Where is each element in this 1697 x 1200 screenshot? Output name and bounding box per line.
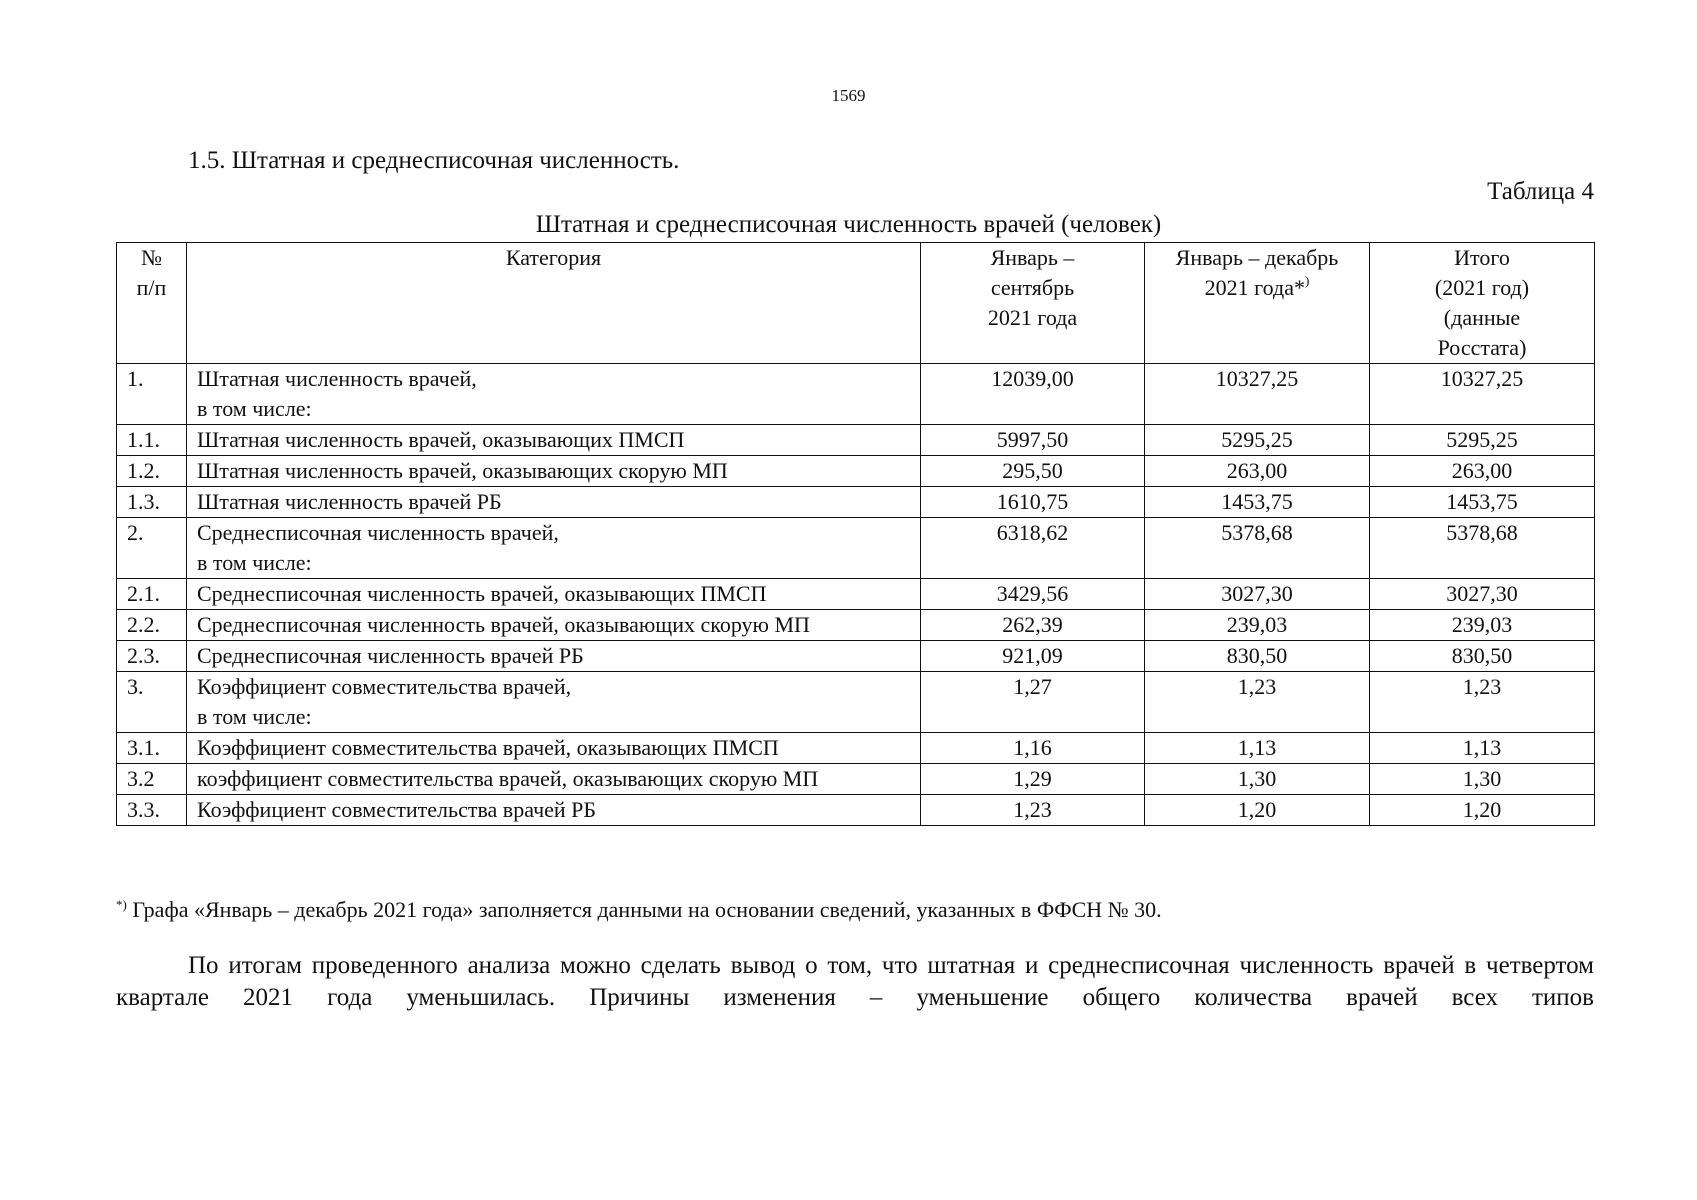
row-category-line: Коэффициент совместительства врачей РБ <box>197 797 597 822</box>
row-category-line: Коэффициент совместительства врачей, оказывающих ПМСП <box>197 735 779 760</box>
header-total <box>1370 243 1595 364</box>
row-value-jan-sep: 1610,75 <box>921 487 1145 518</box>
header-total-line: (данные <box>1443 305 1521 330</box>
row-category <box>187 610 921 641</box>
table-header-row <box>117 243 1595 364</box>
row-category-line: Штатная численность врачей, <box>197 366 477 391</box>
row-number: 3.1. <box>117 733 187 764</box>
row-value-jan-dec: 1,13 <box>1145 733 1370 764</box>
row-value-jan-dec: 1,20 <box>1145 795 1370 826</box>
row-category <box>187 672 921 733</box>
table-row <box>117 733 1595 764</box>
row-value-total: 1453,75 <box>1370 487 1595 518</box>
row-number: 3.3. <box>117 795 187 826</box>
footnote <box>116 897 1594 923</box>
row-number: 1.2. <box>117 456 187 487</box>
row-category-line: Среднесписочная численность врачей, <box>197 520 559 545</box>
table-caption: Штатная и среднесписочная численность врачей (человек) <box>535 211 1162 238</box>
row-number: 2.1. <box>117 579 187 610</box>
body-paragraph: По итогам проведенного анализа можно сделать вывод о том, что штатная и среднесписочная численность врачей в четвертом квартале 2021 года уменьшилась. Причины изменения – уменьшение общего количества врачей всех типов <box>116 952 1594 1011</box>
row-value-jan-dec: 1,30 <box>1145 764 1370 795</box>
table-row <box>117 487 1595 518</box>
row-number: 3. <box>117 672 187 733</box>
row-value-jan-sep: 1,16 <box>921 733 1145 764</box>
row-value-jan-sep: 295,50 <box>921 456 1145 487</box>
row-value-jan-sep: 262,39 <box>921 610 1145 641</box>
staffing-table <box>116 242 1595 826</box>
row-value-jan-dec: 10327,25 <box>1145 364 1370 425</box>
row-value-total: 1,13 <box>1370 733 1595 764</box>
row-number: 2.2. <box>117 610 187 641</box>
row-value-total: 1,20 <box>1370 795 1595 826</box>
row-category-line: Штатная численность врачей РБ <box>197 489 502 514</box>
row-value-total: 239,03 <box>1370 610 1595 641</box>
table-body <box>117 364 1595 826</box>
row-category-line: в том числе: <box>197 550 312 575</box>
row-category <box>187 518 921 579</box>
header-num <box>117 243 187 364</box>
row-value-jan-dec: 1,23 <box>1145 672 1370 733</box>
header-total-line: Итого <box>1454 245 1510 270</box>
header-jan-sep-line: Январь – <box>990 245 1075 270</box>
row-category <box>187 733 921 764</box>
footnote-mark: *) <box>116 897 127 912</box>
table-row <box>117 518 1595 579</box>
row-category <box>187 364 921 425</box>
row-category <box>187 456 921 487</box>
row-value-jan-dec: 239,03 <box>1145 610 1370 641</box>
row-category-line: Коэффициент совместительства врачей, <box>197 674 572 699</box>
row-number: 2.3. <box>117 641 187 672</box>
header-total-line: Росстата) <box>1437 335 1527 360</box>
header-jan-dec-line: Январь – декабрь <box>1175 245 1339 270</box>
row-category <box>187 487 921 518</box>
header-jan-sep-line: сентябрь <box>990 275 1075 300</box>
row-value-jan-dec: 5295,25 <box>1145 425 1370 456</box>
footnote-text: Графа «Январь – декабрь 2021 года» заполняется данными на основании сведений, указанных в ФФСН № 30. <box>126 897 1162 922</box>
header-jan-sep <box>921 243 1145 364</box>
row-value-total: 10327,25 <box>1370 364 1595 425</box>
row-value-jan-sep: 921,09 <box>921 641 1145 672</box>
table-row <box>117 641 1595 672</box>
header-jan-sep-line: 2021 года <box>987 305 1078 330</box>
row-value-jan-sep: 12039,00 <box>921 364 1145 425</box>
row-number: 1. <box>117 364 187 425</box>
row-value-jan-sep: 1,29 <box>921 764 1145 795</box>
row-value-total: 5378,68 <box>1370 518 1595 579</box>
row-number: 1.3. <box>117 487 187 518</box>
row-number: 1.1. <box>117 425 187 456</box>
footnote-marker: ) <box>1304 273 1310 288</box>
row-number: 2. <box>117 518 187 579</box>
row-category-line: в том числе: <box>197 704 312 729</box>
table-row <box>117 425 1595 456</box>
table-row <box>117 672 1595 733</box>
row-category-line: коэффициент совместительства врачей, оказывающих скорую МП <box>197 766 819 791</box>
row-category-line: Среднесписочная численность врачей, оказывающих скорую МП <box>197 612 810 637</box>
row-value-jan-dec: 263,00 <box>1145 456 1370 487</box>
header-jan-dec-line <box>1155 273 1359 303</box>
row-value-jan-sep: 5997,50 <box>921 425 1145 456</box>
header-jan-dec-text: 2021 года* <box>1204 275 1305 300</box>
header-category-label: Категория <box>505 245 602 270</box>
row-value-total: 830,50 <box>1370 641 1595 672</box>
row-category <box>187 795 921 826</box>
section-heading: 1.5. Штатная и среднесписочная численность. <box>188 147 680 174</box>
row-category-line: Среднесписочная численность врачей РБ <box>197 643 584 668</box>
header-category <box>187 243 921 364</box>
row-value-total: 3027,30 <box>1370 579 1595 610</box>
header-num-line: п/п <box>136 275 167 300</box>
row-number: 3.2 <box>117 764 187 795</box>
row-value-total: 1,30 <box>1370 764 1595 795</box>
table-row <box>117 764 1595 795</box>
row-value-jan-dec: 830,50 <box>1145 641 1370 672</box>
row-category <box>187 764 921 795</box>
row-category-line: Штатная численность врачей, оказывающих ПМСП <box>197 427 685 452</box>
row-value-jan-dec: 3027,30 <box>1145 579 1370 610</box>
row-value-total: 1,23 <box>1370 672 1595 733</box>
row-value-jan-sep: 3429,56 <box>921 579 1145 610</box>
row-category-line: Штатная численность врачей, оказывающих скорую МП <box>197 458 728 483</box>
header-num-line: № <box>141 245 162 270</box>
row-value-total: 263,00 <box>1370 456 1595 487</box>
page-number: 1569 <box>831 86 866 105</box>
row-value-jan-dec: 5378,68 <box>1145 518 1370 579</box>
row-value-jan-sep: 1,27 <box>921 672 1145 733</box>
row-value-total: 5295,25 <box>1370 425 1595 456</box>
header-total-line: (2021 год) <box>1434 275 1530 300</box>
row-value-jan-dec: 1453,75 <box>1145 487 1370 518</box>
table-row <box>117 364 1595 425</box>
row-category <box>187 641 921 672</box>
table-row <box>117 795 1595 826</box>
header-jan-dec <box>1145 243 1370 364</box>
row-value-jan-sep: 1,23 <box>921 795 1145 826</box>
table-row <box>117 456 1595 487</box>
table-row <box>117 579 1595 610</box>
row-value-jan-sep: 6318,62 <box>921 518 1145 579</box>
row-category <box>187 425 921 456</box>
row-category-line: Среднесписочная численность врачей, оказывающих ПМСП <box>197 581 767 606</box>
row-category-line: в том числе: <box>197 396 312 421</box>
table-row <box>117 610 1595 641</box>
row-category <box>187 579 921 610</box>
table-label: Таблица 4 <box>1487 178 1594 205</box>
